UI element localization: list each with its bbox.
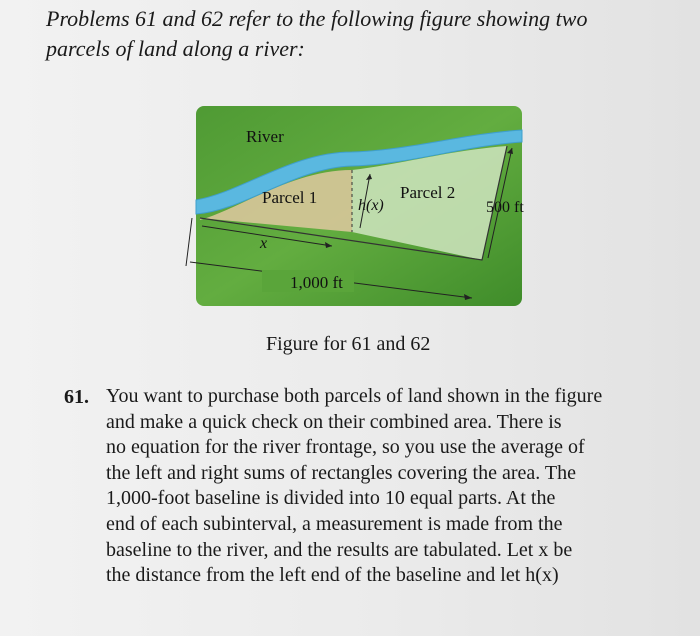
right-side-label: 500 ft (486, 199, 524, 216)
baseline-left-tick (186, 218, 192, 266)
intro-line: Problems 61 and 62 refer to the following figure showing two (46, 6, 588, 31)
problem-line: You want to purchase both parcels of land shown in the figure (106, 385, 603, 407)
river-label: River (246, 127, 284, 146)
problem-line: the distance from the left end of the baseline and let h(x) (106, 564, 559, 587)
intro-line: parcels of land along a river: (46, 36, 305, 61)
problem-line: no equation for the river frontage, so you use the average of (106, 436, 585, 459)
intro-text (46, 4, 686, 64)
parcels-figure-svg (182, 100, 542, 315)
figure-caption: Figure for 61 and 62 (266, 333, 431, 355)
baseline-label: 1,000 ft (290, 273, 343, 292)
problem-text (106, 384, 696, 589)
x-label: x (260, 235, 268, 252)
parcel-2-label: Parcel 2 (400, 183, 456, 202)
parcel-1-label: Parcel 1 (262, 188, 318, 207)
parcels-figure (182, 100, 542, 315)
problem-line: baseline to the river, and the results are tabulated. Let x be (106, 538, 573, 561)
height-label: h(x) (358, 197, 384, 214)
problem-line: the left and right sums of rectangles covering the area. The (106, 461, 577, 484)
problem-number: 61. (64, 386, 89, 408)
problem-line: 1,000-foot baseline is divided into 10 equal parts. At the (106, 487, 556, 510)
problem-line: end of each subinterval, a measurement is made from the (106, 512, 563, 535)
problem-line: and make a quick check on their combined area. There is (106, 410, 562, 433)
